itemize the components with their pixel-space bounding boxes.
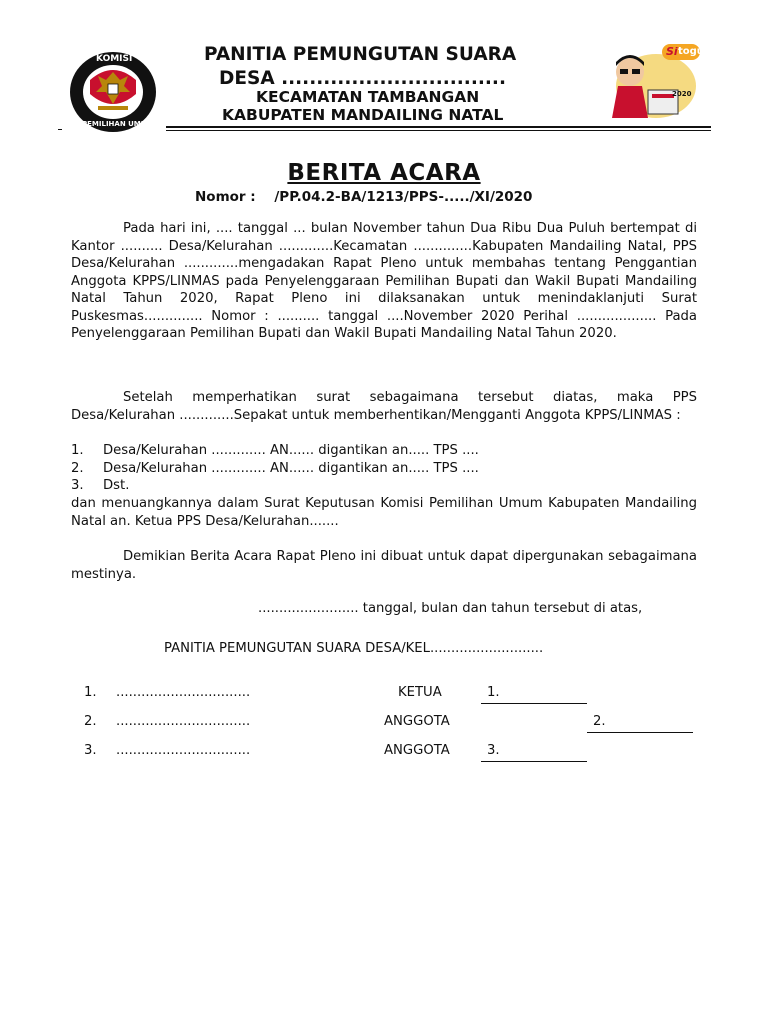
signature-mark: 2. xyxy=(593,714,606,729)
signature-underline xyxy=(481,760,587,762)
header-regency: KABUPATEN MANDAILING NATAL xyxy=(222,106,504,124)
list-item-text: Desa/Kelurahan ............. AN...... digantikan an..... TPS .... xyxy=(103,443,479,458)
sitogu-brand-togu: togu xyxy=(678,46,704,57)
signature-name: ................................ xyxy=(116,685,251,700)
kpu-logo xyxy=(68,50,158,134)
signature-underline xyxy=(587,731,693,733)
list-item-text: Desa/Kelurahan ............. AN...... digantikan an..... TPS .... xyxy=(103,460,479,476)
paragraph-closing: Demikian Berita Acara Rapat Pleno ini dibuat untuk dapat dipergunakan sebagaimana mestinya. xyxy=(71,549,697,582)
paragraph-decree: dan menuangkannya dalam Surat Keputusan Komisi Pemilihan Umum Kabupaten Mandailing Natal an. Ketua PPS Desa/Kelurahan....... xyxy=(71,496,697,529)
list-item xyxy=(71,442,697,460)
list-item-text: Dst. xyxy=(103,478,130,493)
signature-underline xyxy=(481,702,587,704)
signature-mark: 3. xyxy=(487,743,500,758)
committee-line: PANITIA PEMUNGUTAN SUARA DESA/KEL........................... xyxy=(164,641,544,656)
header-village: DESA ................................ xyxy=(219,68,506,89)
replacement-list xyxy=(71,442,697,495)
document-title: BERITA ACARA xyxy=(287,160,481,186)
signature-role: KETUA xyxy=(398,685,442,700)
header-rule-thin xyxy=(166,130,711,131)
header-district: KECAMATAN TAMBANGAN xyxy=(256,88,480,106)
document-number-value: /PP.04.2-BA/1213/PPS-...../XI/2020 xyxy=(274,189,533,205)
list-item-number: 3. xyxy=(71,478,84,493)
sitogu-brand-si: Si xyxy=(666,45,678,58)
kpu-logo-top-text: KOMISI xyxy=(96,54,133,64)
date-line: ........................ tanggal, bulan dan tahun tersebut di atas, xyxy=(258,601,643,616)
signature-name: ................................ xyxy=(116,743,251,758)
signature-number: 3. xyxy=(84,743,97,758)
list-item xyxy=(71,477,697,495)
list-item xyxy=(71,460,697,478)
list-item-number: 1. xyxy=(71,443,84,458)
sitogu-mascot-logo xyxy=(604,42,704,122)
document-number xyxy=(195,189,532,205)
document-number-label: Nomor : xyxy=(195,189,256,205)
signature-role: ANGGOTA xyxy=(384,743,450,758)
header-rule-thick xyxy=(166,126,711,128)
paragraph-decision: Setelah memperhatikan surat sebagaimana tersebut diatas, maka PPS Desa/Kelurahan .............Sepakat untuk memberhentikan/Mengganti Anggota KPPS/LINMAS : xyxy=(71,390,697,423)
list-item-number: 2. xyxy=(71,460,84,476)
header-rule-mark xyxy=(58,129,62,130)
signature-role: ANGGOTA xyxy=(384,714,450,729)
signature-number: 2. xyxy=(84,714,97,729)
signature-number: 1. xyxy=(84,685,97,700)
paragraph-opening: Pada hari ini, .... tanggal ... bulan November tahun Dua Ribu Dua Puluh bertempat di Kantor .......... Desa/Kelurahan .............Kecamatan ..............Kabupaten Mandailing Natal, PPS Desa/Kelurahan .............mengadakan Rapat Pleno untuk membahas tentang Penggantian Anggota KPPS/LINMAS pada Penyelenggaraan Pemilihan Bupati dan Wakil Bupati Mandailing Natal Tahun 2020, Rapat Pleno ini dilaksanakan untuk menindaklanjuti Surat Puskesmas.............. Nomor : .......... tanggal ....November 2020 Perihal ................... Pada Penyelenggaraan Pemilihan Bupati dan Wakil Bupati Mandailing Natal Tahun 2020. xyxy=(71,221,697,341)
signature-mark: 1. xyxy=(487,685,500,700)
kpu-logo-bottom-text: PEMILIHAN UMUM xyxy=(82,120,154,128)
signature-name: ................................ xyxy=(116,714,251,729)
sitogu-year: 2020 xyxy=(672,90,692,98)
header-committee: PANITIA PEMUNGUTAN SUARA xyxy=(204,44,517,65)
